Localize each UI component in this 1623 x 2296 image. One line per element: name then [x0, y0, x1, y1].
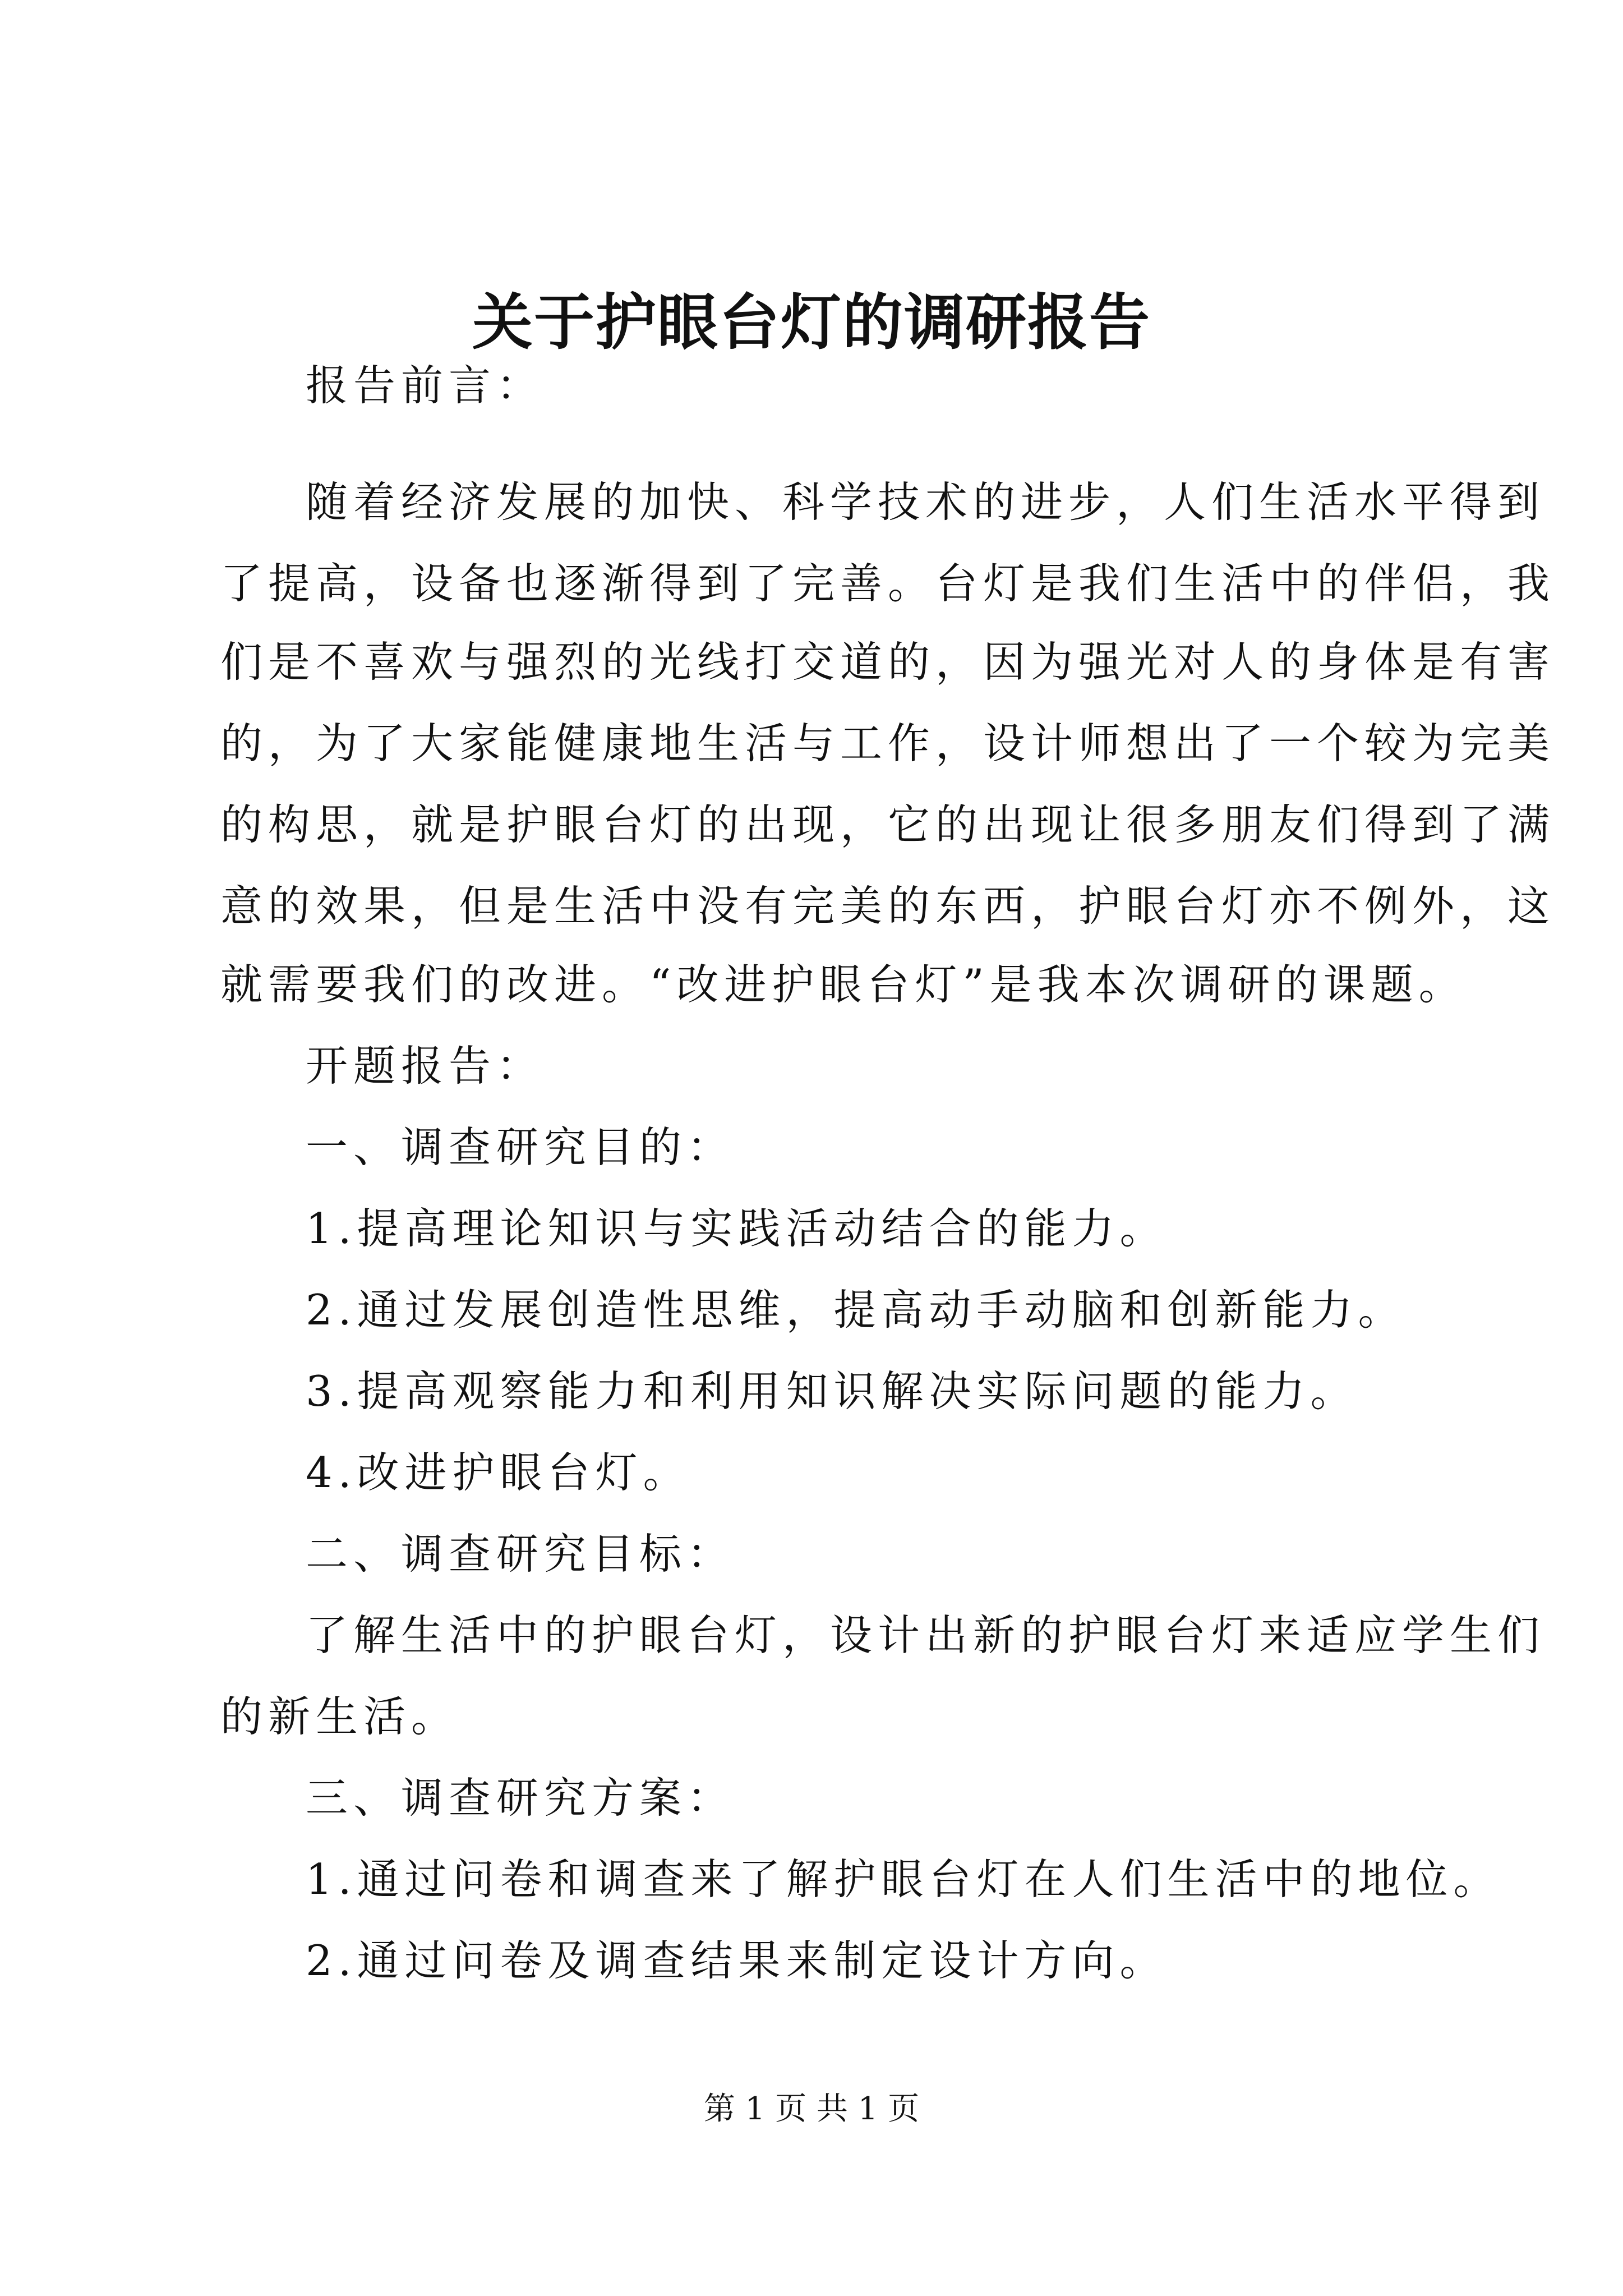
preface-heading: 报告前言：: [306, 361, 545, 410]
document-title: 关于护眼台灯的调研报告: [472, 287, 1151, 358]
paragraph-line: 们是不喜欢与强烈的光线打交道的，因为强光对人的身体是有害: [220, 637, 1556, 687]
list-item: 1.提高理论知识与实践活动结合的能力。: [306, 1204, 1168, 1253]
section-heading: 开题报告：: [306, 1041, 545, 1091]
list-item: 1.通过问卷和调查来了解护眼台灯在人们生活中的地位。: [306, 1855, 1501, 1904]
paragraph-line: 随着经济发展的加快、科学技术的进步，人们生活水平得到: [306, 477, 1546, 527]
section-heading: 三、调查研究方案：: [306, 1773, 735, 1823]
section-heading: 一、调查研究目的：: [306, 1122, 735, 1172]
list-item: 2.通过发展创造性思维，提高动手动脑和创新能力。: [306, 1285, 1406, 1335]
section-heading: 二、调查研究目标：: [306, 1529, 735, 1579]
paragraph-line: 了解生活中的护眼台灯，设计出新的护眼台灯来适应学生们: [306, 1611, 1546, 1660]
paragraph-line: 的，为了大家能健康地生活与工作，设计师想出了一个较为完美: [220, 719, 1556, 768]
paragraph-line: 了提高，设备也逐渐得到了完善。台灯是我们生活中的伴侣，我: [220, 559, 1556, 608]
list-item: 2.通过问卷及调查结果来制定设计方向。: [306, 1936, 1168, 1985]
paragraph-line: 意的效果，但是生活中没有完美的东西，护眼台灯亦不例外，这: [220, 881, 1556, 931]
list-item: 4.改进护眼台灯。: [306, 1448, 691, 1497]
list-item: 3.提高观察能力和利用知识解决实际问题的能力。: [306, 1366, 1358, 1416]
paragraph-line: 就需要我们的改进。“改进护眼台灯”是我本次调研的课题。: [220, 960, 1467, 1009]
paragraph-line: 的新生活。: [220, 1692, 459, 1741]
paragraph-line: 的构思，就是护眼台灯的出现，它的出现让很多朋友们得到了满: [220, 800, 1556, 849]
page-footer: 第 1 页 共 1 页: [703, 2091, 920, 2127]
